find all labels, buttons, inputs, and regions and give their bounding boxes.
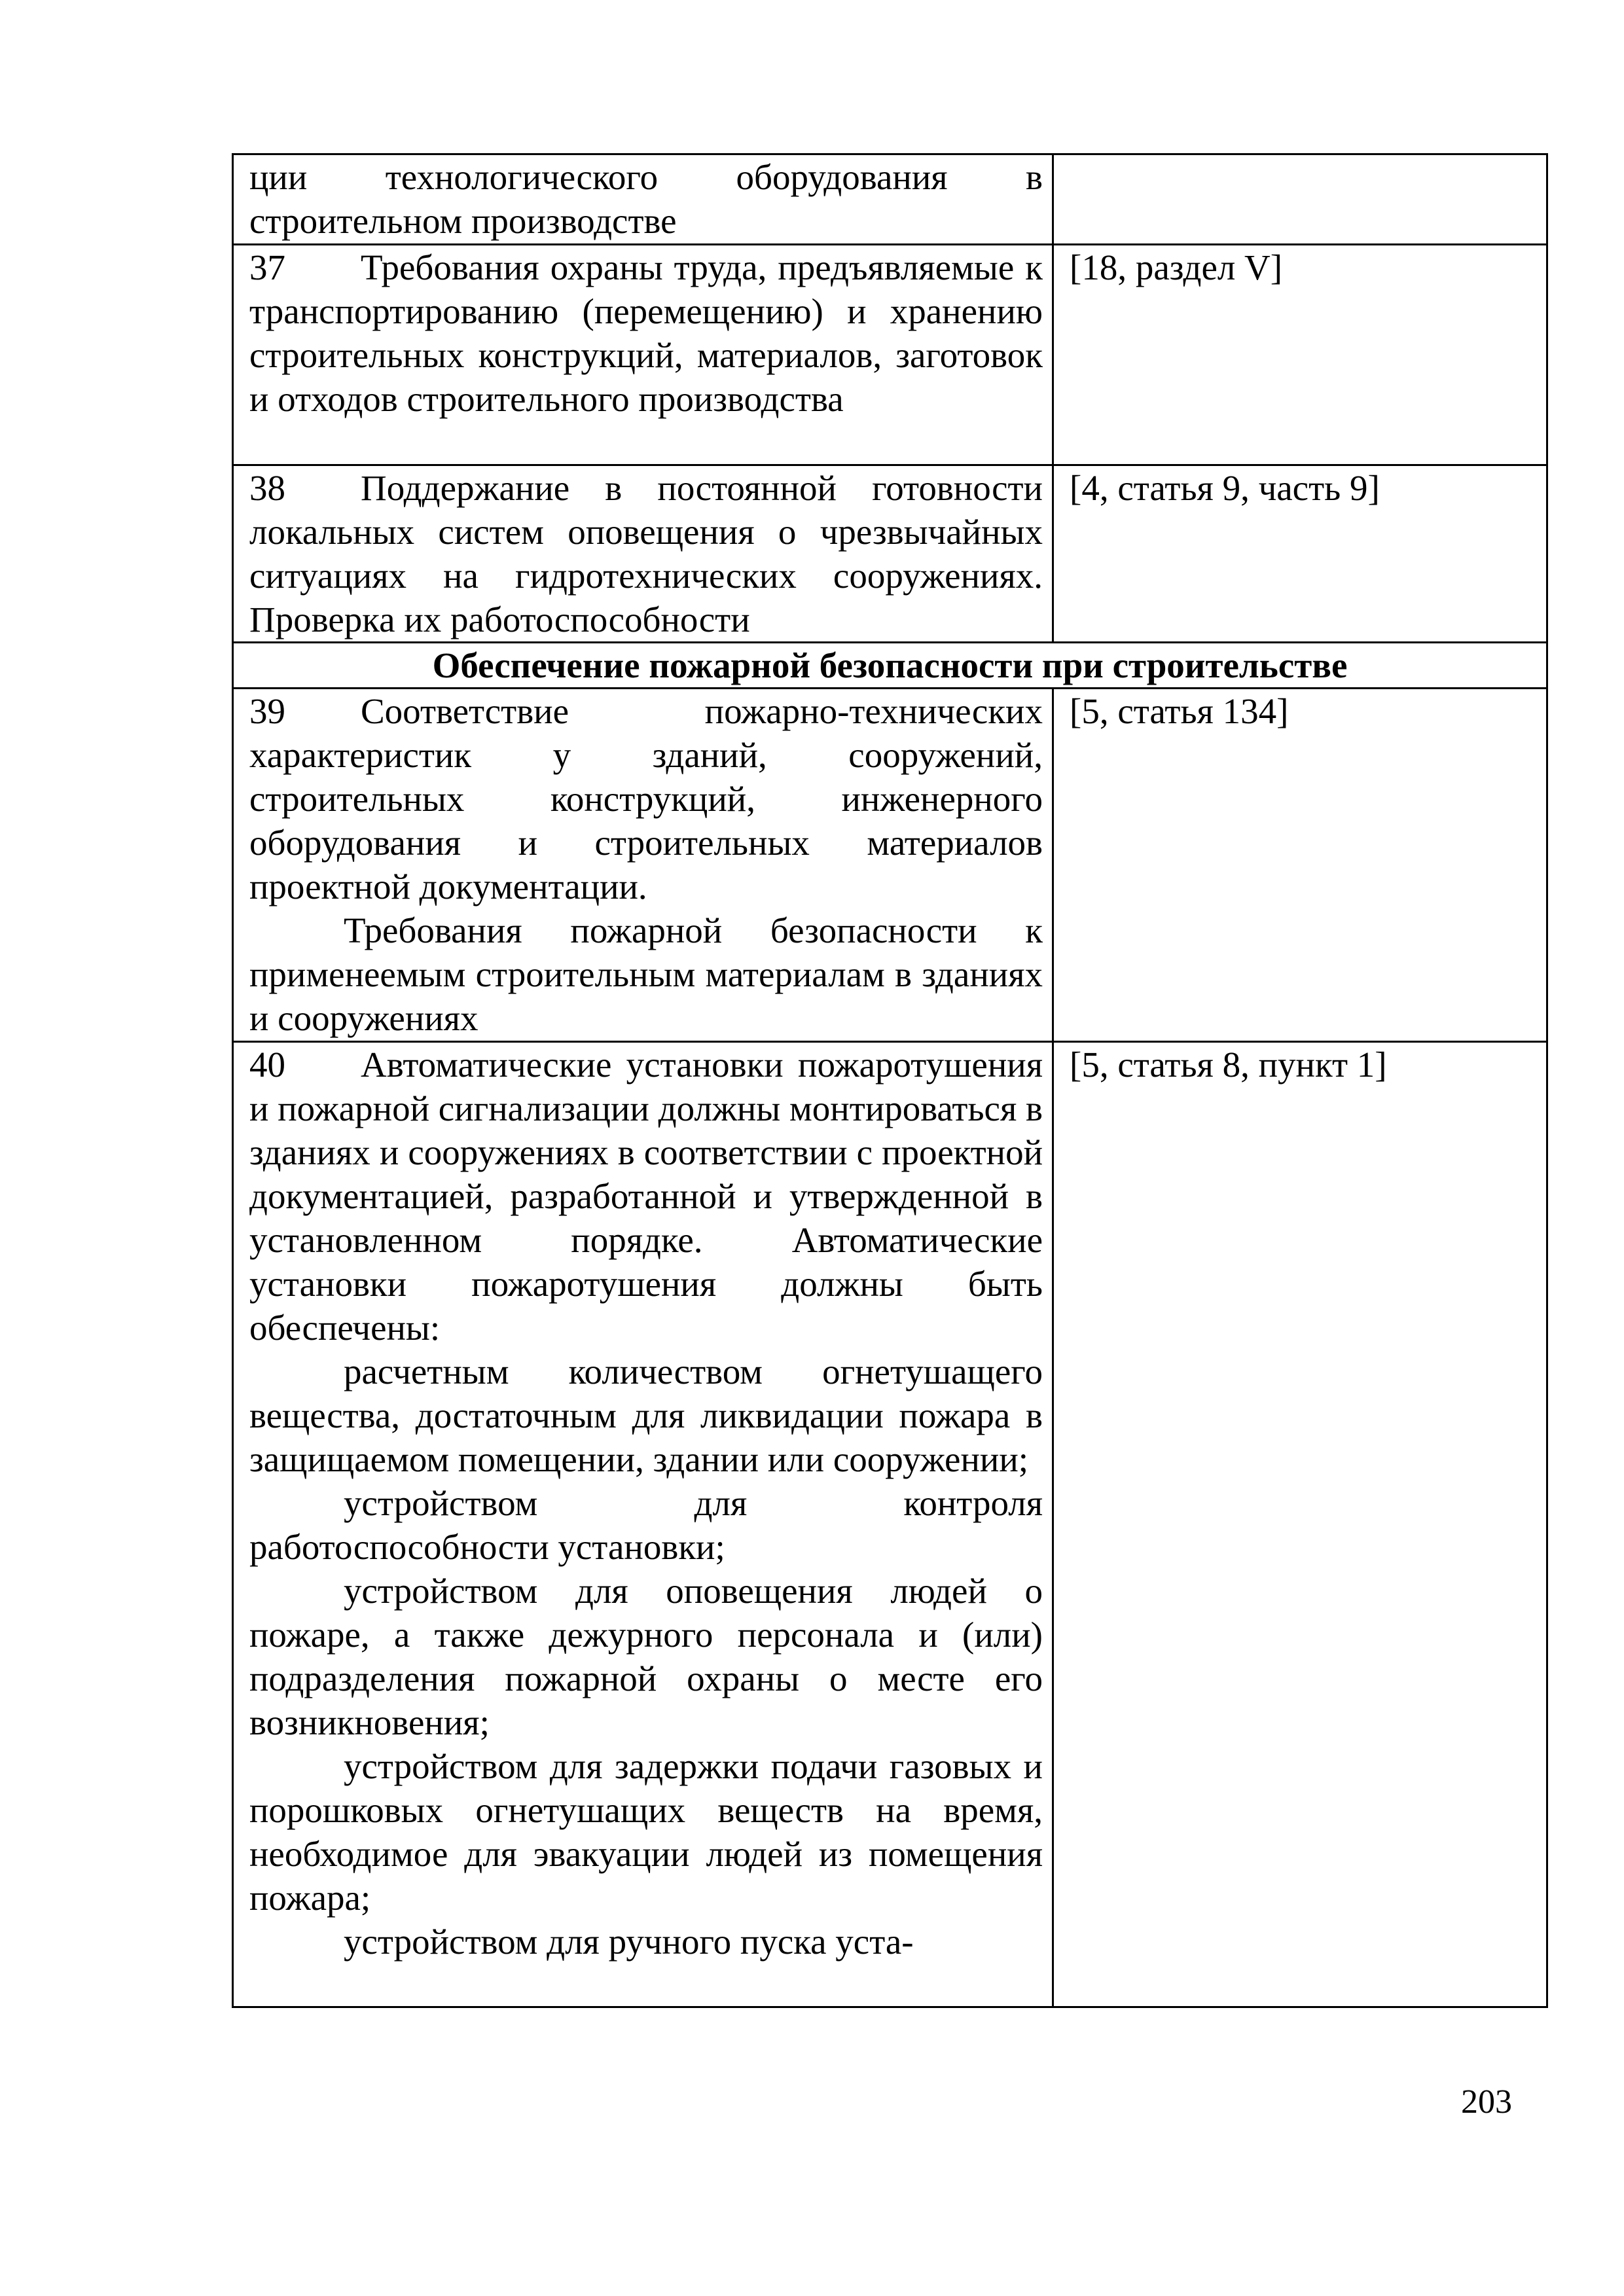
row-number: 40 — [249, 1045, 285, 1085]
row-number: 38 — [249, 468, 285, 508]
table-row — [233, 245, 1547, 465]
requirement-paragraph: Требования охраны труда, предъявляемые к транспортированию (перемещению) и хранению строительных конструкций, материалов, заготовок и отходов строительного производства — [249, 247, 1043, 419]
requirement-text — [249, 466, 1043, 641]
requirement-paragraph: Поддержание в постоянной готовности локальных систем оповещения о чрезвычайных ситуациях на гидротехнических сооружениях. Проверка их работоспособности — [249, 468, 1043, 639]
requirement-paragraph: устройством для контроля работоспособности установки; — [249, 1483, 1043, 1567]
requirement-paragraph: Соответствие пожарно-технических характеристик у зданий, сооружений, строительных конструкций, инженерного оборудования и строительных материалов проектной документации. — [249, 691, 1043, 906]
table-row — [233, 465, 1547, 643]
table-row — [233, 689, 1547, 1042]
requirement-cell — [233, 154, 1053, 245]
requirement-cell — [233, 245, 1053, 465]
requirement-paragraph: устройством для задержки подачи газовых и порошковых огнетушащих веществ на время, необходимое для эвакуации людей из помещения пожара; — [249, 1746, 1043, 1918]
reference-cell: [5, статья 134] — [1053, 689, 1547, 1042]
requirement-paragraph: Требования пожарной безопасности к применеемым строительным материалам в зданиях и сооружениях — [249, 910, 1043, 1038]
requirement-text — [249, 245, 1043, 421]
requirement-paragraph: устройством для оповещения людей о пожаре, а также дежурного персонала и (или) подразделения пожарной охраны о месте его возникновения; — [249, 1571, 1043, 1742]
requirement-paragraph: расчетным количеством огнетушащего вещества, достаточным для ликвидации пожара в защищаемом помещении, здании или сооружении; — [249, 1352, 1043, 1479]
requirement-text — [249, 1043, 1043, 1350]
reference-cell — [1053, 154, 1547, 245]
requirement-cell — [233, 465, 1053, 643]
section-header-row — [233, 643, 1547, 689]
requirement-paragraph: Автоматические установки пожаротушения и пожарной сигнализации должны монтироваться в зданиях и сооружениях в соответствии с проектной документацией, разработанной и утвержденной в установленном порядке. Автоматические установки пожаротушения должны быть обеспечены: — [249, 1045, 1043, 1348]
table-row — [233, 1042, 1547, 2007]
section-header: Обеспечение пожарной безопасности при строительстве — [233, 643, 1547, 689]
reference-cell: [5, статья 8, пункт 1] — [1053, 1042, 1547, 2007]
requirements-table — [232, 153, 1548, 2008]
page-number: 203 — [1461, 2083, 1512, 2121]
requirement-cell — [233, 689, 1053, 1042]
reference-cell: [4, статья 9, часть 9] — [1053, 465, 1547, 643]
table-row — [233, 154, 1547, 245]
reference-cell: [18, раздел V] — [1053, 245, 1547, 465]
requirement-text: ции технологического оборудования в строительном производстве — [249, 157, 1043, 241]
requirement-paragraph: устройством для ручного пуска уста- — [344, 1922, 914, 1962]
requirement-text — [249, 689, 1043, 908]
requirement-cell — [233, 1042, 1053, 2007]
row-number: 37 — [249, 247, 285, 287]
row-number: 39 — [249, 691, 285, 731]
